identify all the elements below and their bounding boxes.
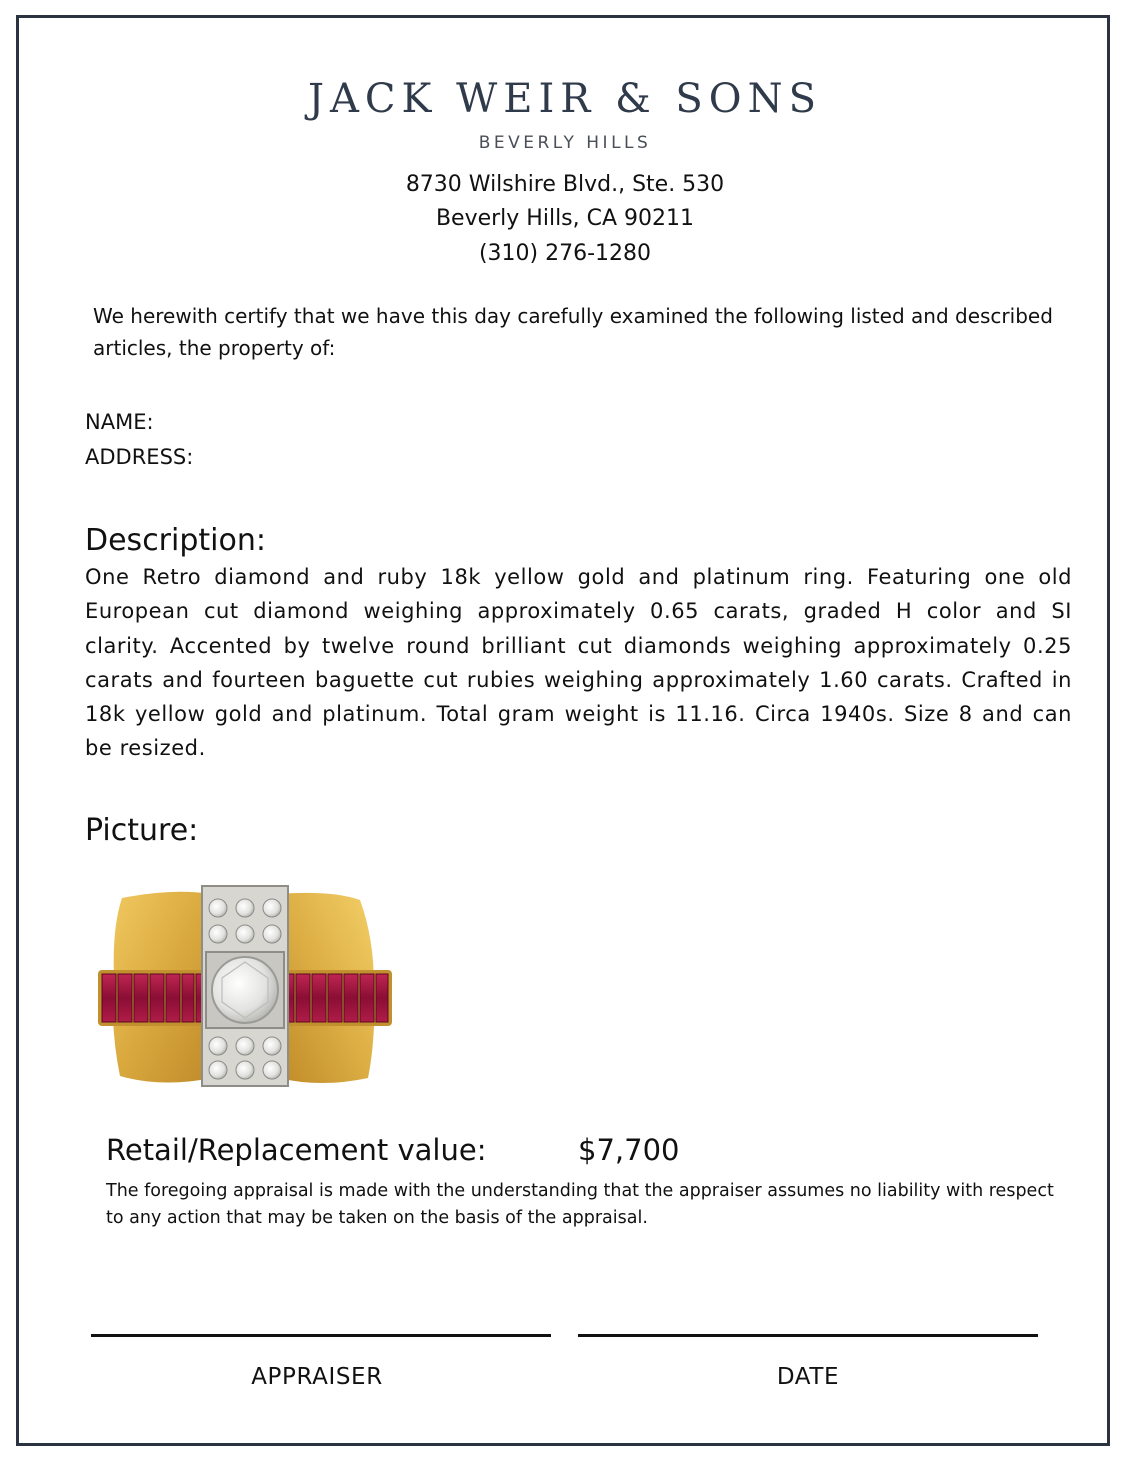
phone-number: (310) 276-1280 (478, 241, 652, 266)
brand-name: JACK WEIR & SONS (308, 76, 822, 122)
date-signature-line (578, 1334, 1038, 1337)
picture-heading: Picture: (85, 813, 199, 848)
appraiser-signature-line (91, 1334, 551, 1337)
brand-location: BEVERLY HILLS (478, 133, 652, 153)
retail-value-amount: $7,700 (578, 1133, 680, 1167)
name-field-label: NAME: (85, 410, 154, 434)
description-text: One Retro diamond and ruby 18k yellow gold and platinum ring. Featuring one old European cut diamond weighing approximately 0.65 carats, graded H color and SI clarity. Accented by twelve round brilliant cut diamonds weighing approximately 0.25 carats and fourteen baguette cut rubies weighing approximately 1.60 carats. Crafted in 18k yellow gold and platinum. Total gram weight is 11.16. Circa 1940s. Size 8 and can be resized. (85, 565, 1072, 761)
date-label: DATE (776, 1364, 840, 1390)
address-line-1: 8730 Wilshire Blvd., Ste. 530 (405, 172, 725, 197)
address-line-2: Beverly Hills, CA 90211 (435, 206, 695, 231)
address-field-label: ADDRESS: (85, 445, 194, 469)
ruby-diamond-ring-image (92, 878, 398, 1094)
retail-value-label: Retail/Replacement value: (106, 1133, 487, 1167)
certification-statement: We herewith certify that we have this day carefully examined the following listed and described articles, the property of: (93, 304, 1053, 360)
description-heading: Description: (85, 523, 266, 558)
appraisal-disclaimer: The foregoing appraisal is made with the understanding that the appraiser assumes no liability with respect to any action that may be taken on the basis of the appraisal. (106, 1181, 1054, 1228)
appraiser-label: APPRAISER (251, 1364, 383, 1390)
